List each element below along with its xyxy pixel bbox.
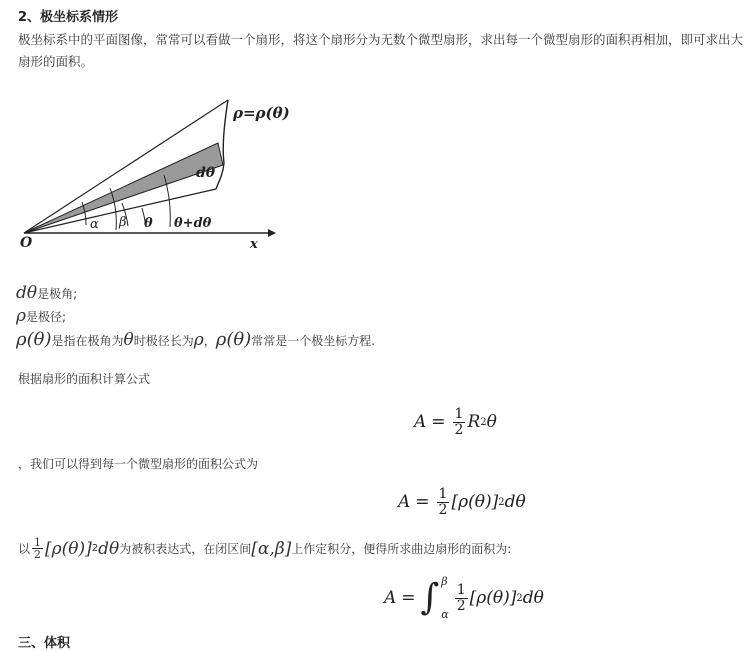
section-heading: 2、极坐标系情形	[18, 10, 119, 25]
formula3-body: [ρ(θ)]	[469, 588, 517, 608]
micro-sector-area-formula	[398, 482, 526, 522]
formula2-tail: dθ	[504, 492, 526, 512]
sector-area-formula	[414, 402, 497, 442]
intro-paragraph: 极坐标系中的平面图像，常常可以看做一个扇形，将这个扇形分为无数个微型扇形，求出每一个微型扇形的面积再相加，即可求出大扇形的面积。	[18, 32, 744, 69]
formula-intro: 根据扇形的面积计算公式	[18, 372, 151, 386]
formula2-lhs: A	[398, 492, 411, 512]
definition-dtheta	[16, 283, 77, 303]
formula3-fraction	[455, 583, 468, 614]
definition-rho-text: 是极径;	[26, 310, 67, 324]
formula3-lower-limit: α	[441, 608, 449, 621]
formula3-denominator: 2	[456, 597, 466, 614]
beta-label: β	[119, 215, 127, 230]
integral-intro-text-a: 为被积表达式，在闭区间	[119, 542, 252, 556]
definition-rho-theta-text-d: 常常是一个极坐标方程.	[251, 334, 376, 348]
formula2-equals: =	[415, 492, 430, 512]
definition-rho	[16, 306, 66, 326]
integral-intro-numerator: 1	[34, 536, 42, 549]
formula2-intro: ，我们可以得到每一个微型扇形的面积公式为	[18, 457, 259, 471]
integral-intro-text-b: 上作定积分，便得所求曲边扇形的面积为:	[291, 542, 512, 556]
next-section-heading: 三、体积	[18, 636, 71, 651]
integral-intro-body: [ρ(θ)]	[45, 538, 92, 559]
integral-intro-exponent: 2	[91, 543, 99, 554]
polar-sector-figure	[18, 85, 298, 255]
formula1-var: R	[467, 412, 481, 432]
formula2-denominator: 2	[438, 501, 448, 518]
integral-intro-line	[18, 537, 511, 560]
definition-rho-theta-text-c: ，	[203, 334, 216, 348]
formula3-upper-limit: β	[441, 575, 448, 588]
definition-rho-theta-math-c: ρ	[193, 330, 204, 350]
definition-dtheta-text: 是极角;	[37, 287, 78, 301]
theta-plus-label: θ+dθ	[174, 216, 212, 231]
formula3-equals: =	[401, 588, 416, 608]
formula1-lhs: A	[414, 412, 427, 432]
integral-intro-tail: dθ	[98, 538, 120, 559]
formula3-tail: dθ	[522, 588, 544, 608]
origin-label: O	[20, 235, 33, 251]
formula3-exponent: 2	[516, 592, 523, 604]
curve-label: ρ=ρ(θ)	[233, 104, 290, 122]
formula1-fraction	[453, 407, 466, 438]
formula2-exponent: 2	[498, 496, 505, 508]
dtheta-label: dθ	[196, 165, 216, 181]
definition-rho-theta-math-b: θ	[123, 330, 134, 350]
integral-sign: ∫	[420, 577, 440, 618]
formula1-denominator: 2	[454, 421, 464, 438]
alpha-label: α	[90, 217, 99, 232]
definition-rho-theta-math-a: ρ(θ)	[16, 329, 52, 350]
formula3-numerator: 1	[456, 581, 466, 598]
theta-label: θ	[144, 216, 153, 231]
integral-limits	[441, 575, 448, 621]
formula1-tail: θ	[486, 412, 497, 432]
formula1-exponent: 2	[480, 416, 487, 428]
definition-rho-theta	[16, 329, 375, 350]
integral-intro-denominator: 2	[34, 548, 42, 561]
integral-intro-interval: [α,β]	[251, 538, 292, 559]
formula2-numerator: 1	[438, 485, 448, 502]
definition-rho-theta-text-a: 是指在极角为	[51, 334, 124, 348]
integral-intro-prefix: 以	[18, 542, 31, 556]
definite-integral-formula	[384, 572, 544, 624]
formula2-fraction	[437, 487, 450, 518]
integral-intro-fraction	[32, 537, 43, 560]
polar-sector-diagram	[18, 85, 298, 255]
formula1-numerator: 1	[454, 405, 464, 422]
formula2-body: [ρ(θ)]	[451, 492, 499, 512]
definition-rho-math: ρ	[16, 306, 26, 326]
definition-dtheta-math: dθ	[16, 283, 38, 303]
formula3-lhs: A	[384, 588, 397, 608]
definition-rho-theta-math-d: ρ(θ)	[215, 329, 252, 350]
x-axis-label: x	[250, 237, 258, 252]
formula1-equals: =	[431, 412, 446, 432]
definition-rho-theta-text-b: 时极径长为	[133, 334, 194, 348]
